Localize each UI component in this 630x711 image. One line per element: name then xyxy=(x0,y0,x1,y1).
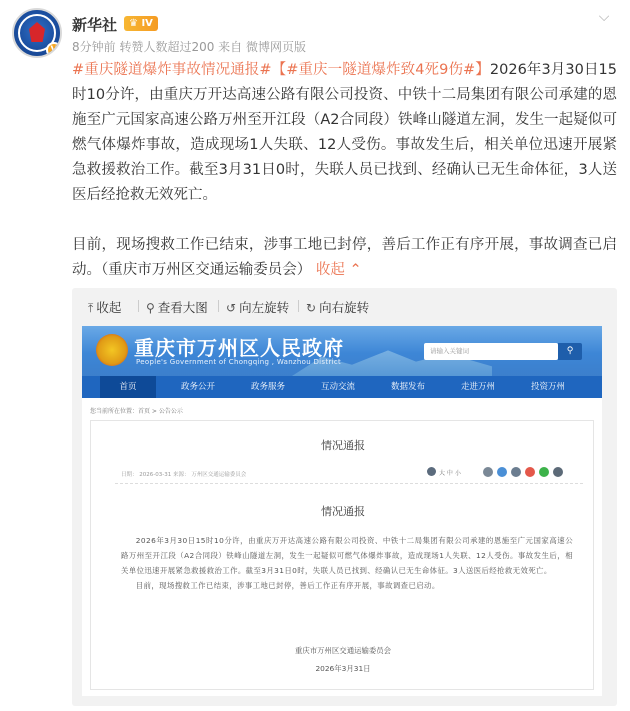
post-paragraph-2 xyxy=(72,233,617,283)
chevron-down-icon[interactable]: ⌵ xyxy=(598,9,610,25)
gov-breadcrumb: 您当前所在位置：首页 > 公告公示 xyxy=(90,408,183,415)
gov-body-title: 情况通报 xyxy=(321,505,365,518)
national-emblem-icon xyxy=(96,334,128,366)
gov-article xyxy=(90,420,594,690)
rotate-right-icon: ↻ xyxy=(306,301,317,315)
gov-body-paragraph-1: 2026年3月30日15时10分许，由重庆万开达高速公路有限公司投资、中铁十二局集团有限公司承建的恩施至广元国家高速公路万州至开江段（A2合同段）铁峰山隧道左洞，发生一起疑似可燃气体爆炸事故，造成现场1人失联、12人受伤。事故发生后，相关单位迅速开展紧急救援救治工作。截至3月31日0时，失联人员已找到、经确认已无生命体征。3人送医后经抢救无效死亡。 xyxy=(121,536,573,575)
crown-icon: ♛ xyxy=(129,18,142,29)
font-size-control: 大 中 小 xyxy=(439,470,461,477)
view-large-button[interactable]: ⚲ 查看大图 xyxy=(146,300,208,315)
gov-nav-item: 政务服务 xyxy=(250,382,285,392)
gov-search-input: 请输入关键词 xyxy=(424,343,558,360)
upload-icon: ⤒ xyxy=(88,301,94,315)
level-badge[interactable] xyxy=(124,16,158,31)
verified-badge-icon: V xyxy=(46,42,62,58)
gov-nav-item: 投资万州 xyxy=(530,382,565,392)
chevron-up-icon: ⌃ xyxy=(344,262,362,278)
post-text xyxy=(72,58,617,308)
gov-banner xyxy=(82,326,602,376)
search-icon: ⚲ xyxy=(146,301,155,315)
gov-nav xyxy=(82,376,602,398)
gov-nav-item: 互动交流 xyxy=(320,382,355,392)
level-label: IV xyxy=(141,18,153,29)
gov-nav-item: 政务公开 xyxy=(180,382,215,392)
more-share-icon xyxy=(553,467,563,477)
rotate-left-icon: ↺ xyxy=(226,301,237,315)
avatar[interactable] xyxy=(12,8,62,58)
rotate-left-button[interactable]: ↺ 向左旋转 xyxy=(226,300,290,315)
post-paragraph-1-text: 2026年3月30日15时10分许，由重庆万开达高速公路有限公司投资、中铁十二局集团有限公司承建的恩施至广元国家高速公路万州至开江段（A2合同段）铁峰山隧道左洞，发生一起疑似可燃气体爆炸事故，造成现场1人失联、12人受伤。事故发生后，相关单位迅速开展紧急救援救治工作。截至3月31日0时，失联人员已找到、经确认已无生命体征，3人送医后经抢救无效死亡。 xyxy=(72,62,617,203)
embedded-screenshot[interactable] xyxy=(82,326,602,696)
collapse-link[interactable]: 收起 ⌃ xyxy=(315,262,362,278)
gov-site-subtitle: People's Government of Chongqing , Wanzhou District xyxy=(136,358,342,366)
post-paragraph-1 xyxy=(72,58,617,208)
gov-sign-date: 2026年3月31日 xyxy=(315,664,371,673)
copy-link-icon xyxy=(511,467,521,477)
topic-tag-2[interactable]: 【#重庆一隧道爆炸致4死9伤#】 xyxy=(271,62,490,78)
topic-tag-1[interactable]: #重庆隧道爆炸事故情况通报# xyxy=(72,62,272,78)
gov-nav-item: 走进万州 xyxy=(460,382,495,392)
rotate-right-button[interactable]: ↻ 向右旋转 xyxy=(306,300,370,315)
gov-article-meta: 日期： 2026-03-31 来源： 万州区交通运输委员会 xyxy=(121,472,247,478)
divider xyxy=(115,483,583,484)
share-icon xyxy=(483,467,493,477)
gov-nav-item: 首页 xyxy=(100,376,156,398)
wechat-icon xyxy=(539,467,549,477)
image-toolbar xyxy=(72,288,617,324)
collapse-image-button[interactable]: ⤒ 收起 xyxy=(88,300,122,315)
print-icon xyxy=(427,467,436,476)
gov-sign-org: 重庆市万州区交通运输委员会 xyxy=(294,646,392,655)
gov-search-icon: ⚲ xyxy=(558,343,582,360)
gov-site-title: 重庆市万州区人民政府 xyxy=(134,336,344,360)
gov-article-title: 情况通报 xyxy=(321,439,365,452)
weibo-icon xyxy=(525,467,535,477)
account-name[interactable]: 新华社 xyxy=(72,16,118,34)
gov-article-body xyxy=(121,533,573,593)
gov-body-paragraph-2: 目前，现场搜救工作已结束，涉事工地已封停，善后工作正有序开展，事故调查已启动。 xyxy=(135,581,440,590)
gov-nav-item: 数据发布 xyxy=(390,382,425,392)
post-meta: 8分钟前 转赞人数超过200 来自 微博网页版 xyxy=(72,40,306,54)
qzone-icon xyxy=(497,467,507,477)
post-paragraph-2-text: 目前，现场搜救工作已结束，涉事工地已封停，善后工作正有序开展，事故调查已启动。（重庆市万州区交通运输委员会） xyxy=(72,237,617,278)
image-viewer xyxy=(72,288,617,706)
